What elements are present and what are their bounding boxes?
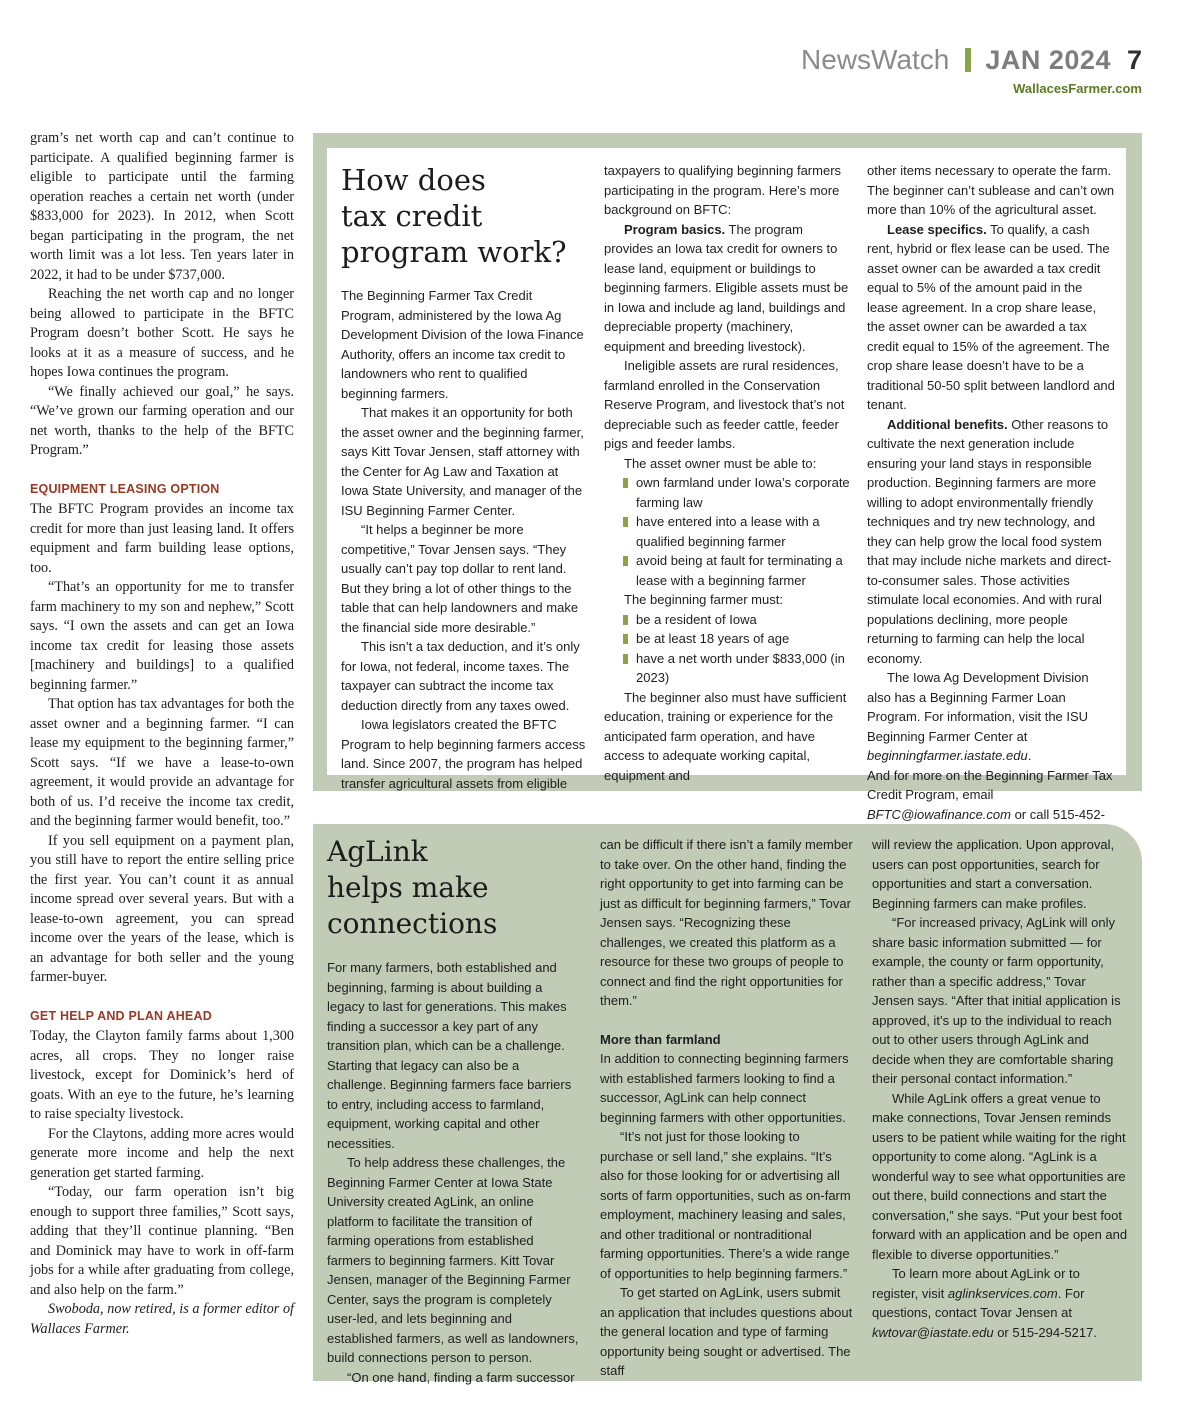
page-header bbox=[0, 0, 1200, 110]
sidebar-title: How does tax credit program work? bbox=[341, 163, 567, 269]
article-paragraph: Reaching the net worth cap and no longer being allowed to participate in the BFTC Program doesn’t bother Scott. He says he looks at it as a measure of success, and he hopes Iowa continues the program. bbox=[30, 286, 294, 380]
website-link[interactable]: WallacesFarmer.com bbox=[1013, 81, 1142, 96]
bullet-icon bbox=[623, 634, 628, 644]
sidebar-paragraph: In addition to connecting beginning farmers with established farmers looking to find a successor, AgLink can help connect beginning farmers with other opportunities. bbox=[600, 1051, 849, 1125]
sidebar-paragraph: Program basics. The program provides an Iowa tax credit for owners to lease land, equipment or buildings to beginning farmers. Eligible assets must be in Iowa and include ag land, buildings and depreciable property (machinery, equipment and breeding livestock). bbox=[604, 221, 849, 354]
bullet-icon bbox=[623, 517, 628, 527]
list-intro: The asset owner must be able to: bbox=[624, 455, 817, 471]
author-byline: Swoboda, now retired, is a former editor of Wallaces Farmer. bbox=[30, 1301, 294, 1337]
article-paragraph: gram’s net worth cap and can’t continue to participate. A qualified beginning farmer is eligible to participate until the farming operation reaches a certain net worth (under $833,000 for 2023). In 2012, when Scott began participating in the program, the net worth limit was a lot less. Ten years later in 2022, it had to be under $737,000. bbox=[30, 130, 294, 283]
bullet-icon bbox=[623, 654, 628, 664]
sidebar-paragraph: That makes it an opportunity for both the asset owner and the beginning farmer, says Kitt Tovar Jensen, staff attorney with the Center for Ag Law and Taxation at Iowa State University, and manager of the ISU Beginning Farmer Center. bbox=[341, 405, 584, 518]
sidebar-paragraph: The Beginning Farmer Tax Credit Program, administered by the Iowa Ag Development Division of the Iowa Finance Authority, offers an income tax credit to landowners who rent to qualified beginning farmers. bbox=[341, 288, 584, 401]
article-paragraph: “Today, our farm operation isn’t big enough to support three families,” Scott says, adding that they’ll continue planning. “Ben and Dominick may have to work in off-farm jobs for a while after graduating from college, and also help on the farm.” bbox=[30, 1184, 294, 1298]
sidebar-paragraph: And for more on the Beginning Farmer Tax Credit Program, email BFTC@iowafinance.com or call 515-452- bbox=[867, 767, 1113, 822]
bullet-icon bbox=[623, 615, 628, 625]
list-item: have entered into a lease with a qualified beginning farmer bbox=[604, 512, 850, 551]
run-in-heading: Lease specifics. bbox=[887, 221, 987, 237]
sidebar-column-3 bbox=[872, 835, 1128, 1342]
publication-name: NewsWatch bbox=[801, 44, 950, 75]
sidebar-paragraph: taxpayers to qualifying beginning farmers participating in the program. Here’s more background on BFTC: bbox=[604, 163, 842, 217]
sidebar-paragraph: “For increased privacy, AgLink will only share basic information submitted — for example, the county or farm opportunity, rather than a specific address,” Tovar Jensen says. “After that initial application is approved, it’s up to the individual to reach out to other users through AgLink and decide when they are comfortable sharing their personal contact information.” bbox=[872, 915, 1121, 1086]
sidebar-paragraph: To help address these challenges, the Beginning Farmer Center at Iowa State University created AgLink, an online platform to facilitate the transition of farming operations from established farmers to beginning farmers. Kitt Tovar Jensen, manager of the Beginning Farmer Center, says the program is completely user-led, and lets beginning and established farmers, as well as landowners, build connections person to person. bbox=[327, 1155, 579, 1365]
sidebar-paragraph: Lease specifics. To qualify, a cash rent, hybrid or flex lease can be used. The asset owner can be awarded a tax credit equal to 5% of the amount paid in the lease agreement. In a crop share lease, the asset owner can be awarded a tax credit equal to 15% of the agreement. The crop share lease doesn’t have to be a traditional 50-50 split between landlord and tenant. bbox=[867, 221, 1115, 412]
article-paragraph: If you sell equipment on a payment plan, you still have to report the entire selling price the first year. You can’t count it as annual income spread over several years. But with a lease-to-own agreement, you can spread income over the years of the lease, which is an advantage for both seller and the young farmer-buyer. bbox=[30, 832, 294, 985]
section-heading: GET HELP AND PLAN AHEAD bbox=[30, 1008, 212, 1023]
sidebar-column-1 bbox=[327, 834, 579, 1387]
article-paragraph: That option has tax advantages for both the asset owner and a beginning farmer. “I can lease my equipment to the beginning farmer,” Scott says. “If we have a lease-to-own agreement, it would provide an advantage for both of us. I’d receive the income tax credit, and the beginning farmer would benefit, too.” bbox=[30, 696, 294, 829]
sidebar-title: AgLink helps make connections bbox=[327, 835, 498, 940]
article-paragraph: “That’s an opportunity for me to transfer farm machinery to my son and nephew,” Scott says. “I own the assets and can get an Iowa income tax credit for leasing those assets [machinery and buildings] to a qualified beginning farmer.” bbox=[30, 579, 294, 693]
sidebar-column-2 bbox=[604, 161, 850, 785]
email-link[interactable]: kwtovar@iastate.edu bbox=[872, 1324, 994, 1340]
sidebar-paragraph: While AgLink offers a great venue to make connections, Tovar Jensen reminds users to be patient while waiting for the right opportunity to come along. “AgLink is a wonderful way to see what opportunities are out there, build connections and start the conversation,” she says. “Put your best foot forward with an application and be open and flexible to diverse opportunities.” bbox=[872, 1090, 1128, 1262]
list-intro: The beginning farmer must: bbox=[624, 592, 783, 607]
sidebar-paragraph: “It’s not just for those looking to purchase or sell land,” she explains. “It’s also for those looking for or advertising all sorts of farm opportunities, such as on-farm employment, machinery leasing and sales, and other traditional or nontraditional farming opportunities. There’s a wide range of opportunities to help beginning farmers.” bbox=[600, 1129, 851, 1281]
article-paragraph: For the Claytons, adding more acres would generate more income and help the next generation get started farming. bbox=[30, 1125, 294, 1181]
bullet-icon bbox=[623, 478, 628, 488]
sidebar-paragraph: Ineligible assets are rural residences, farmland enrolled in the Conservation Reserve Program, and livestock that’s not depreciable such as feeder cattle, feeder pigs and feeder lambs. bbox=[604, 358, 845, 451]
website-link[interactable]: aglinkservices.com bbox=[947, 1285, 1058, 1301]
tax-credit-sidebar-body bbox=[327, 148, 1126, 822]
sidebar-paragraph: “On one hand, finding a farm successor bbox=[347, 1369, 575, 1385]
sidebar-paragraph: To get started on AgLink, users submit an application that includes questions about the general location and type of farming opportunity being sought or advertised. The staff bbox=[600, 1285, 853, 1378]
list-item: own farmland under Iowa’s corporate farming law bbox=[604, 473, 850, 512]
sidebar-column-1 bbox=[341, 162, 587, 793]
run-in-heading: Additional benefits. bbox=[887, 416, 1008, 432]
sidebar-paragraph: The beginner also must have sufficient education, training or experience for the anticipated farm operation, and have access to adequate working capital, equipment and bbox=[604, 689, 847, 783]
section-heading: EQUIPMENT LEASING OPTION bbox=[30, 481, 220, 496]
list-item: avoid being at fault for terminating a lease with a beginning farmer bbox=[604, 551, 850, 590]
sidebar-paragraph: For many farmers, both established and beginning, farming is about building a legacy to last for generations. This makes finding a successor a key part of any transition plan, which can be a challenge. Starting that legacy can also be a challenge. Beginning farmers face barriers to entry, including access to farmland, equipment, working capital and other necessities. bbox=[327, 960, 572, 1151]
sidebar-paragraph: Additional benefits. Other reasons to cultivate the next generation include ensuring your land stays in responsible production. Beginning farmers are more willing to adopt environmentally friendly techniques and try new technology, and they can help grow the local food system that may include niche markets and direct-to-consumer sales. Those activities stimulate local economies. And with rural populations declining, more people returning to farming can help the local economy. bbox=[867, 416, 1112, 666]
masthead-line bbox=[801, 44, 1142, 76]
sidebar-paragraph: “It helps a beginner be more competitive,” Tovar Jensen says. “They usually can’t pay top dollar to rent land. But they bring a lot of other things to the table that can help landowners and make the financial side more desirable.” bbox=[341, 522, 579, 635]
list-item: have a net worth under $833,000 (in 2023) bbox=[604, 649, 850, 688]
website-link[interactable]: beginningfarmer.iastate.edu bbox=[867, 748, 1028, 763]
sidebar-paragraph: Iowa legislators created the BFTC Program to help beginning farmers access land. Since 2007, the program has helped transfer agricultural assets from eligible bbox=[341, 717, 586, 791]
masthead-divider bbox=[965, 48, 971, 72]
list-item: be at least 18 years of age bbox=[604, 629, 850, 649]
issue-date: JAN 2024 bbox=[985, 44, 1111, 75]
sidebar-paragraph: other items necessary to operate the farm. The beginner can’t sublease and can’t own more than 10% of the agricultural asset. bbox=[867, 163, 1115, 217]
sidebar-paragraph: To learn more about AgLink or to register, visit aglinkservices.com. For questions, contact Tovar Jensen at kwtovar@iastate.edu or 515-294-5217. bbox=[872, 1266, 1097, 1340]
sidebar-column-3 bbox=[867, 161, 1115, 844]
sidebar-paragraph: will review the application. Upon approval, users can post opportunities, search for opportunities and start a conversation. Beginning farmers can make profiles. bbox=[872, 837, 1115, 911]
page-number: 7 bbox=[1126, 44, 1142, 75]
list-item: be a resident of Iowa bbox=[604, 610, 850, 630]
sidebar-paragraph: The Iowa Ag Development Division also has a Beginning Farmer Loan Program. For information, visit the ISU Beginning Farmer Center at beginningfarmer.iastate.edu. bbox=[867, 670, 1089, 763]
run-in-heading: Program basics. bbox=[624, 221, 726, 237]
article-paragraph: “We finally achieved our goal,” he says. “We’ve grown our farming operation and our net worth, thanks to the help of the BFTC Program.” bbox=[30, 383, 294, 458]
article-paragraph: The BFTC Program provides an income tax credit for more than just leasing land. It offers equipment and farm building lease options, too. bbox=[30, 501, 294, 576]
tax-credit-sidebar bbox=[313, 133, 1142, 822]
farmer-requirements-list bbox=[604, 610, 850, 688]
article-paragraph: Today, the Clayton family farms about 1,300 acres, all crops. They no longer raise livestock, except for Dominick’s herd of goats. With an eye to the future, he’s learning to raise specialty livestock. bbox=[30, 1028, 294, 1122]
owner-requirements-list bbox=[604, 473, 850, 590]
email-link[interactable]: BFTC@iowafinance.com bbox=[867, 806, 1011, 822]
section-heading: More than farmland bbox=[600, 1031, 721, 1047]
aglink-sidebar bbox=[313, 824, 1142, 1385]
sidebar-paragraph: This isn’t a tax deduction, and it’s only for Iowa, not federal, income taxes. The taxpayer can subtract the income tax deduction directly from any taxes owed. bbox=[341, 639, 580, 713]
main-article-column bbox=[30, 129, 294, 1339]
sidebar-paragraph: can be difficult if there isn’t a family member to take over. On the other hand, finding the right opportunity to get into farming can be just as difficult for beginning farmers,” Tovar Jensen says. “Recognizing these challenges, we created this platform as a resource for these two groups of people to connect and find the right opportunities for them.” bbox=[600, 837, 853, 1008]
sidebar-column-2 bbox=[600, 835, 854, 1381]
bullet-icon bbox=[623, 556, 628, 566]
